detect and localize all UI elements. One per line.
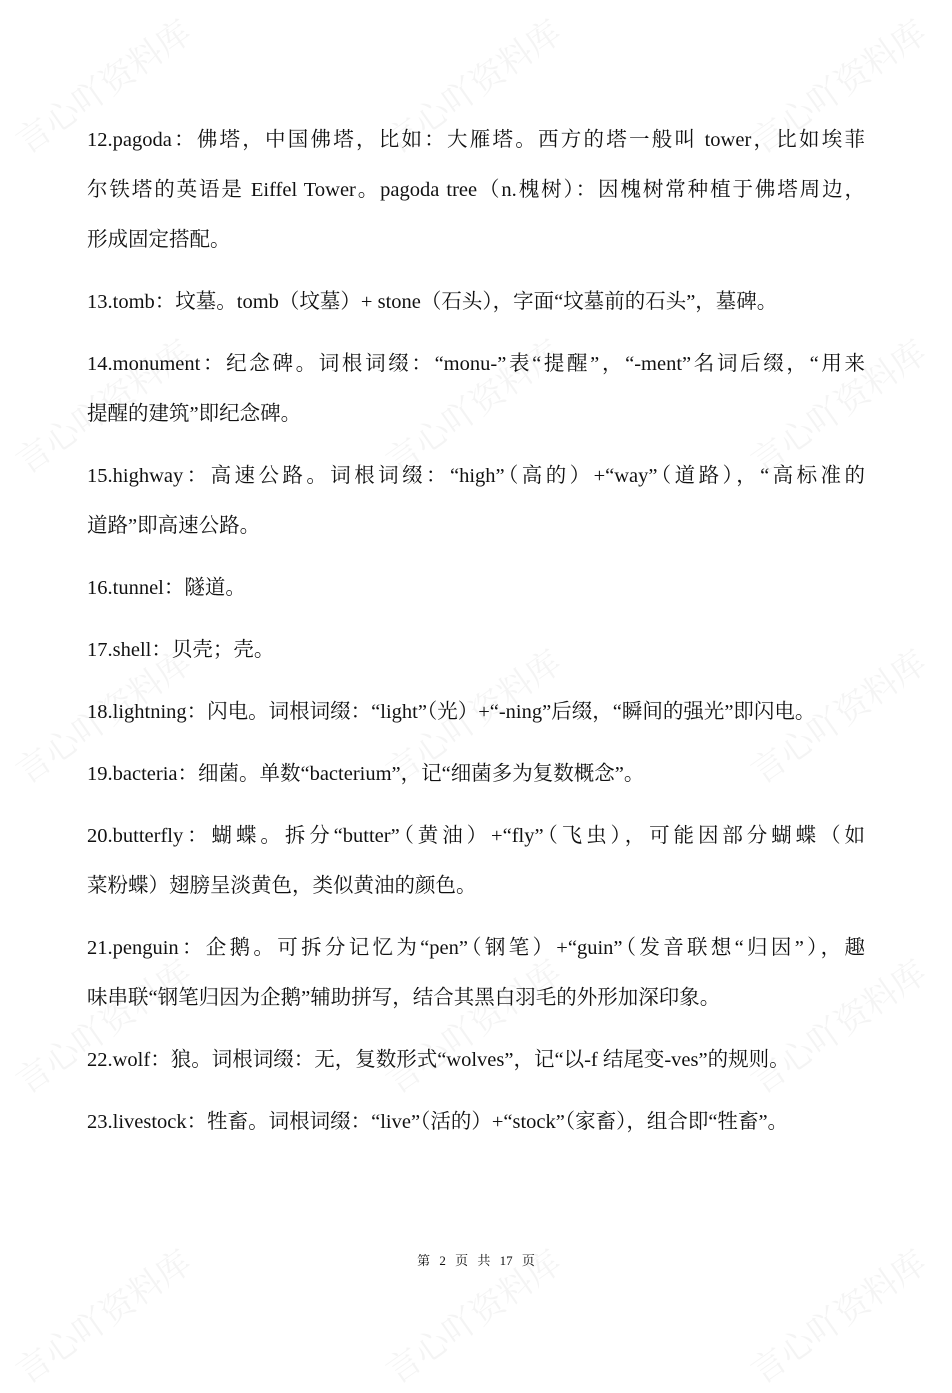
text-line: 14.monument：纪念碑。词根词缀：“monu-”表“提醒”，“-ment”名词后缀，“用来 [87, 353, 865, 375]
vocab-entry [87, 343, 865, 443]
document-body [87, 119, 865, 1163]
vocab-entry [87, 691, 865, 741]
vocab-entry [87, 119, 865, 269]
text-line: 菜粉蝶）翅膀呈淡黄色，类似黄油的颜色。 [87, 875, 477, 897]
text-line: 21.penguin：企鹅。可拆分记忆为“pen”（钢笔）+“guin”（发音联想“归因”），趣 [87, 937, 865, 959]
vocab-entry [87, 281, 865, 331]
text-line: 道路”即高速公路。 [87, 515, 261, 537]
text-line: 17.shell：贝壳；壳。 [87, 639, 275, 661]
vocab-entry [87, 815, 865, 915]
vocab-entry [87, 927, 865, 1027]
text-line: 形成固定搭配。 [87, 229, 231, 251]
vocab-entry [87, 1101, 865, 1151]
text-line: 提醒的建筑”即纪念碑。 [87, 403, 302, 425]
text-line: 19.bacteria：细菌。单数“bacterium”，记“细菌多为复数概念”。 [87, 763, 645, 785]
text-line: 16.tunnel：隧道。 [87, 577, 246, 599]
vocab-entry [87, 455, 865, 555]
text-line: 20.butterfly：蝴蝶。拆分“butter”（黄油）+“fly”（飞虫），可能因部分蝴蝶（如 [87, 825, 865, 847]
text-line: 15.highway：高速公路。词根词缀：“high”（高的）+“way”（道路），“高标准的 [87, 465, 865, 487]
text-line: 22.wolf：狼。词根词缀：无，复数形式“wolves”，记“以-f 结尾变-ves”的规则。 [87, 1049, 790, 1071]
page-footer: 第 2 页 共 17 页 [417, 1253, 535, 1268]
vocab-entry [87, 567, 865, 617]
text-line: 23.livestock：牲畜。词根词缀：“live”（活的）+“stock”（家畜），组合即“牲畜”。 [87, 1111, 789, 1133]
vocab-entry [87, 753, 865, 803]
text-line: 味串联“钢笔归因为企鹅”辅助拼写，结合其黑白羽毛的外形加深印象。 [87, 987, 721, 1009]
text-line: 尔铁塔的英语是 Eiffel Tower。pagoda tree（n.槐树）：因槐树常种植于佛塔周边， [87, 179, 865, 201]
vocab-entry [87, 1039, 865, 1089]
text-line: 12.pagoda：佛塔，中国佛塔，比如：大雁塔。西方的塔一般叫 tower，比如埃菲 [87, 129, 865, 151]
vocab-entry [87, 629, 865, 679]
text-line: 13.tomb：坟墓。tomb（坟墓）+ stone（石头），字面“坟墓前的石头”，墓碑。 [87, 291, 778, 313]
text-line: 18.lightning：闪电。词根词缀：“light”（光）+“-ning”后缀，“瞬间的强光”即闪电。 [87, 701, 816, 723]
